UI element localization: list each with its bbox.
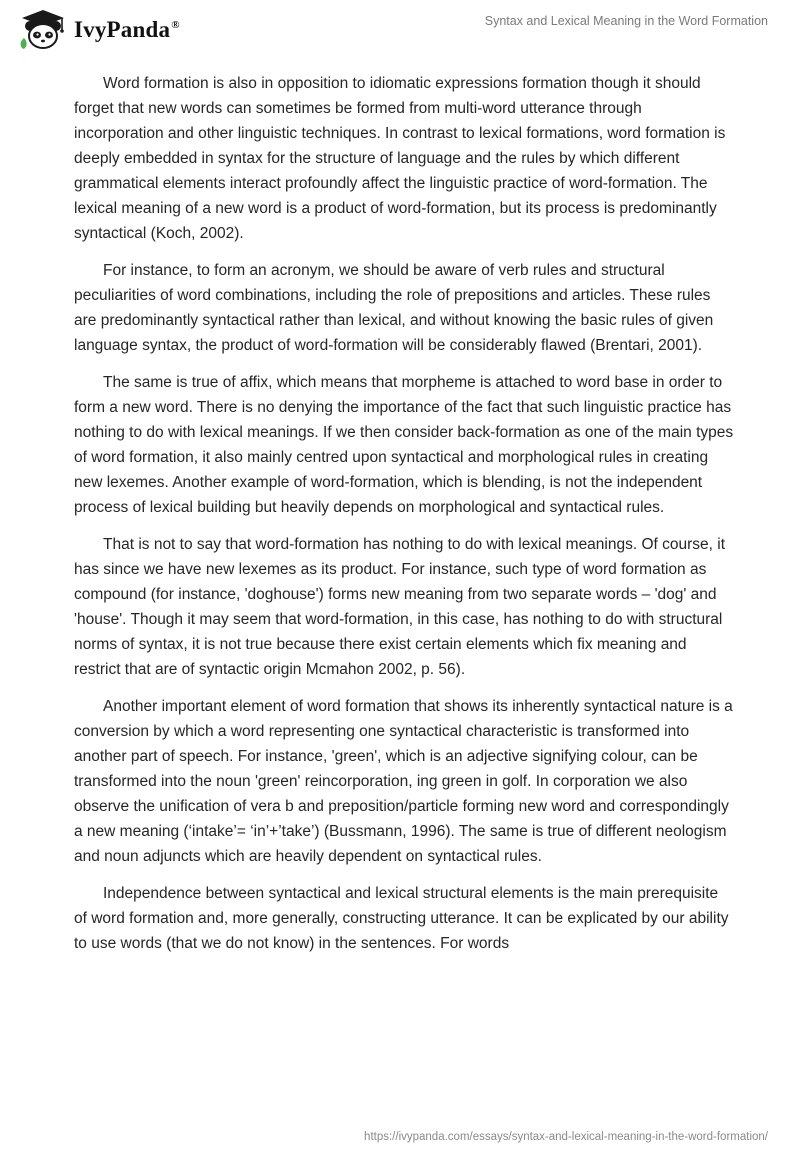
paragraph: Independence between syntactical and lexical structural elements is the main prerequisite of word formation and, more generally, constructing utterance. It can be explicated by our ability to use words (that we do not know) in the sentences. For words <box>74 885 729 952</box>
paragraph: Another important element of word formation that shows its inherently syntactical nature is a conversion by which a word representing one syntactical characteristic is transformed into another part of speech. For instance, 'green', which is an adjective signifying colour, can be transformed into the noun 'green' reincorporation, ing green in golf. In corporation we also observe the unification of vera b and preposition/particle forming new word and correspondingly a new meaning (‘intake’= ‘in’+’take’) (Bussmann, 1996). The same is true of different neologism and noun adjuncts which are heavily dependent on syntactical rules. <box>74 698 733 865</box>
paragraph: Word formation is also in opposition to idiomatic expressions formation though it should forget that new words can sometimes be formed from multi-word utterance through incorporation and other linguistic techniques. In contrast to lexical formations, word formation is deeply embedded in syntax for the structure of language and the rules by which different grammatical elements interact profoundly affect the linguistic practice of word-formation. The lexical meaning of a new word is a product of word-formation, but its process is predominantly syntactical (Koch, 2002). <box>74 75 726 242</box>
registered-mark: ® <box>171 19 180 32</box>
brand-name: IvyPanda® <box>74 17 180 42</box>
paragraph: That is not to say that word-formation has nothing to do with lexical meanings. Of course, it has since we have new lexemes as its product. For instance, such type of word formation as compound (for instance, 'doghouse') forms new meaning from two separate words – 'dog' and 'house'. Though it may seem that word-formation, in this case, has nothing to do with structural norms of syntax, it is not true because there exist certain elements which fix meaning and restrict that are of syntactic origin Mcmahon 2002, p. 56). <box>74 536 726 678</box>
document-title: Syntax and Lexical Meaning in the Word Formation <box>484 14 768 28</box>
essay-body <box>74 71 734 968</box>
ivypanda-logo[interactable] <box>18 8 180 52</box>
panda-graduate-icon <box>18 8 68 52</box>
paragraph: For instance, to form an acronym, we should be aware of verb rules and structural peculiarities of word combinations, including the role of prepositions and articles. These rules are predominantly syntactical rather than lexical, and without knowing the basic rules of given language syntax, the product of word-formation will be considerably flawed (Brentari, 2001). <box>74 262 714 354</box>
paragraph: The same is true of affix, which means that morpheme is attached to word base in order to form a new word. There is no denying the importance of the fact that such linguistic practice has nothing to do with lexical meanings. If we then consider back-formation as one of the main types of word formation, it also mainly centred upon syntactical and morphological rules in creating new lexemes. Another example of word-formation, which is blending, is not the independent process of lexical building but heavily depends on morphological and syntactical rules. <box>74 374 734 516</box>
page-header <box>0 0 800 70</box>
footer-source-url[interactable]: https://ivypanda.com/essays/syntax-and-lexical-meaning-in-the-word-formation/ <box>364 1131 768 1143</box>
